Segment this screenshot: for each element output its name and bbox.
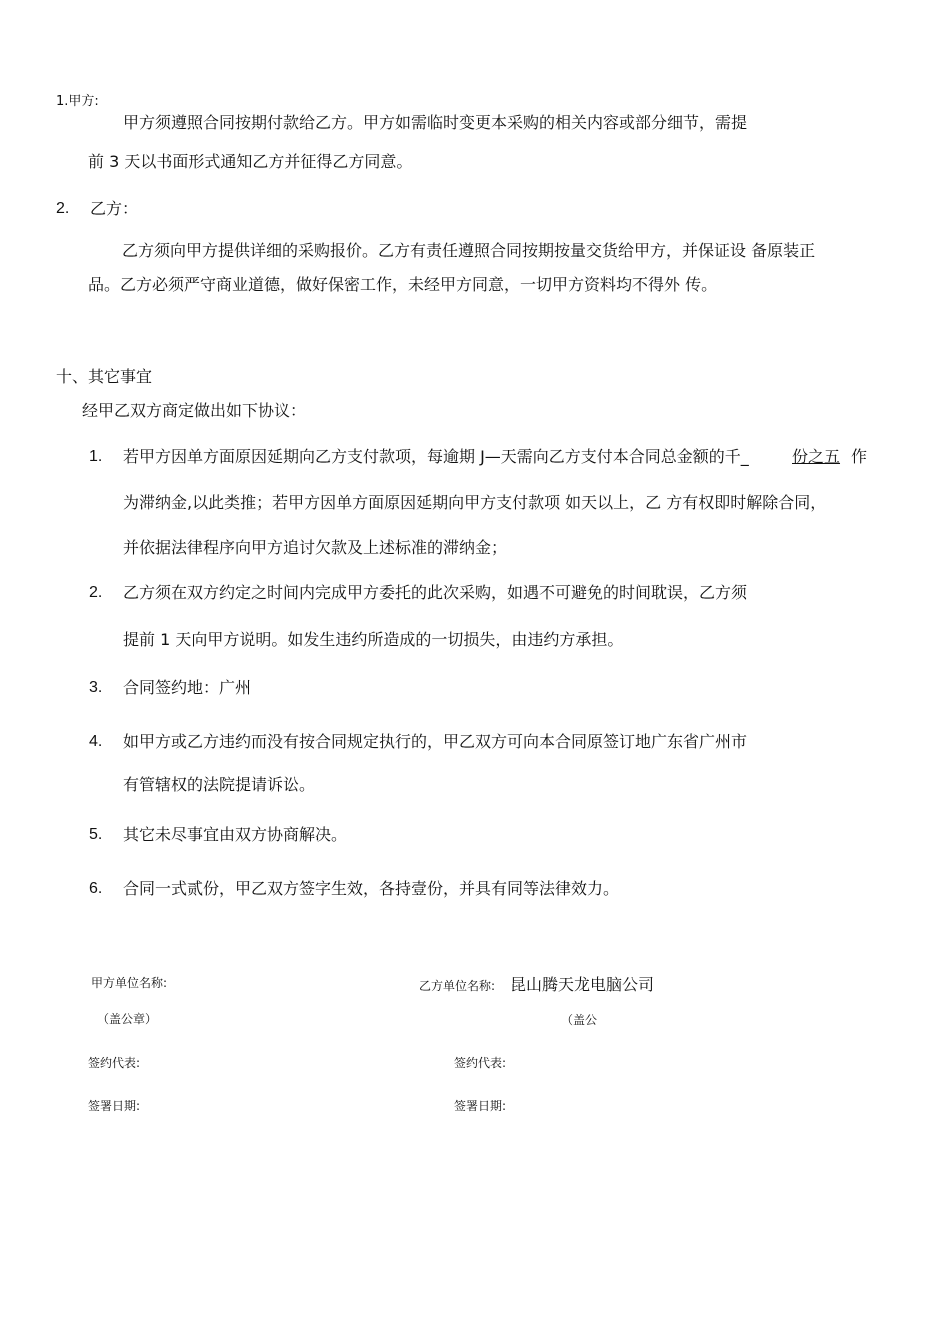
item-1-penalty-rate: 份之五: [792, 447, 841, 466]
item-4-line2: 有管辖权的法院提请诉讼。: [123, 775, 316, 794]
party-a-date-label: 签署日期:: [88, 1099, 141, 1113]
party-b-number: 2.: [56, 200, 70, 217]
item-4-number: 4.: [89, 733, 103, 750]
party-a-duty-line2: 前 3 天以书面形式通知乙方并征得乙方同意。: [88, 152, 413, 171]
item-2-number: 2.: [89, 584, 103, 601]
item-1-line1: 若甲方因单方面原因延期向乙方支付款项，每逾期 J—天需向乙方支付本合同总金额的千_: [123, 447, 749, 466]
party-a-representative-label: 签约代表:: [88, 1056, 141, 1070]
section-ten-intro: 经甲乙双方商定做出如下协议：: [82, 401, 307, 420]
party-a-name-label: 甲方单位名称:: [91, 976, 168, 990]
item-1-line2: 为滞纳金,以此类推；若甲方因单方面原因延期向甲方支付款项 如天以上，乙 方有权即时解除合同，: [123, 493, 827, 512]
party-b-representative-label: 签约代表:: [454, 1056, 507, 1070]
item-5-line1: 其它未尽事宜由双方协商解决。: [123, 825, 348, 844]
party-b-heading: 乙方：: [90, 199, 139, 218]
party-a-heading: 1.甲方:: [56, 94, 99, 109]
item-1-number: 1.: [89, 448, 103, 465]
party-b-date-label: 签署日期:: [454, 1099, 507, 1113]
party-b-seal-note: （盖公: [561, 1013, 598, 1027]
item-1-line3: 并依据法律程序向甲方追讨欠款及上述标准的滞纳金；: [123, 538, 508, 557]
party-b-name-label: 乙方单位名称:: [419, 979, 496, 993]
party-a-duty-line1: 甲方须遵照合同按期付款给乙方。甲方如需临时变更本采购的相关内容或部分细节，需提: [123, 113, 748, 132]
item-6-number: 6.: [89, 880, 103, 897]
item-6-line1: 合同一式贰份，甲乙双方签字生效，各持壹份，并具有同等法律效力。: [123, 879, 620, 898]
item-1-line1-end: 作: [851, 447, 868, 466]
party-b-duty-line1: 乙方须向甲方提供详细的采购报价。乙方有责任遵照合同按期按量交货给甲方，并保证设 备原装正: [122, 241, 816, 260]
item-3-number: 3.: [89, 679, 103, 696]
section-ten-heading: 十、其它事宜: [56, 367, 153, 386]
party-a-seal-note: （盖公章）: [97, 1012, 158, 1026]
party-b-duty-line2: 品。乙方必须严守商业道德，做好保密工作，未经甲方同意，一切甲方资料均不得外 传。: [88, 275, 718, 294]
item-4-line1: 如甲方或乙方违约而没有按合同规定执行的，甲乙双方可向本合同原签订地广东省广州市: [123, 732, 748, 751]
item-5-number: 5.: [89, 826, 103, 843]
item-2-line1: 乙方须在双方约定之时间内完成甲方委托的此次采购，如遇不可避免的时间耽误，乙方须: [123, 583, 748, 602]
item-3-line1: 合同签约地：广州: [123, 678, 252, 697]
party-b-company-name: 昆山腾天龙电脑公司: [510, 975, 655, 994]
item-2-line2: 提前 1 天向甲方说明。如发生违约所造成的一切损失，由违约方承担。: [123, 630, 624, 649]
